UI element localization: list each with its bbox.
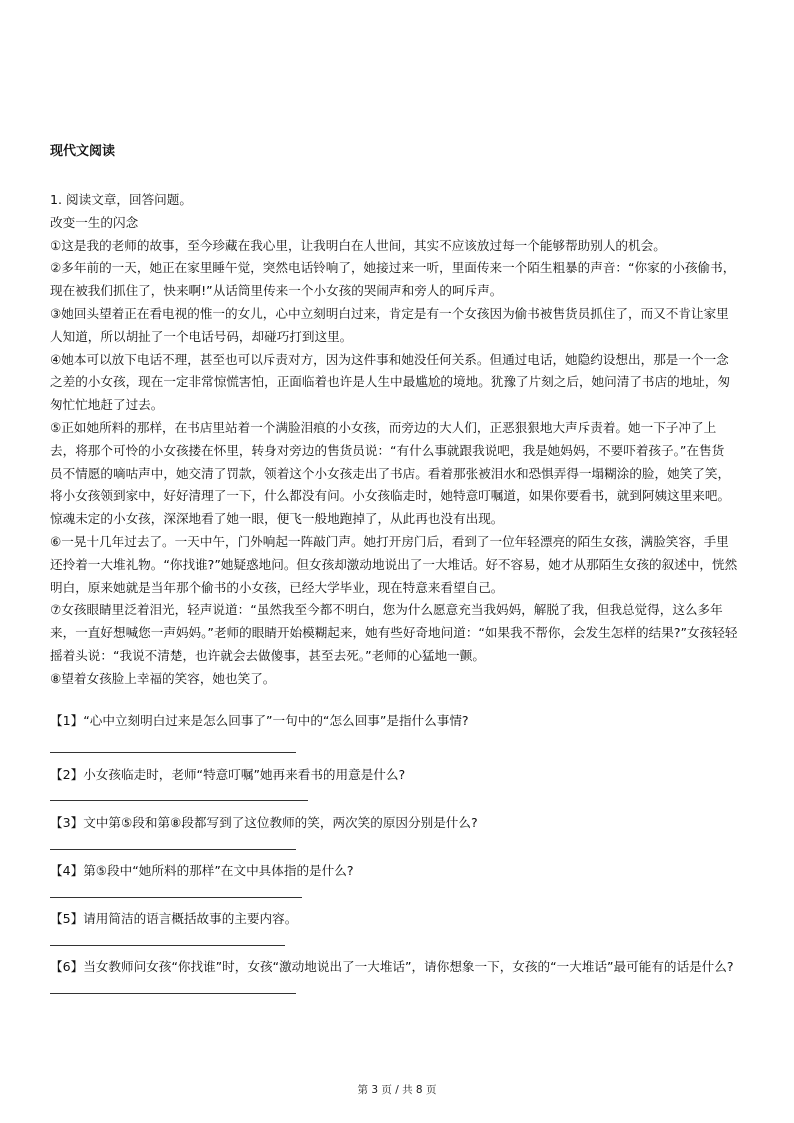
- question-5: 【5】请用简洁的语言概括故事的主要内容。: [50, 911, 298, 926]
- paragraph-line: 员不情愿的嘀咕声中，她交清了罚款，领着这个小女孩走出了书店。看着那张被泪水和恐惧弄得一塌糊涂的脸，她笑了笑，: [50, 465, 731, 481]
- question-2: 【2】小女孩临走时，老师“特意叮嘱”她再来看书的用意是什么?: [50, 767, 406, 782]
- paragraph-line: 来，一直好想喊您一声妈妈。”老师的眼睛开始模糊起来，她有些好奇地问道：“如果我不帮你，会发生怎样的结果?”女孩轻轻: [50, 625, 738, 641]
- paragraph-line: 现在被我们抓住了，快来啊!”从话筒里传来一个小女孩的哭闹声和旁人的呵斥声。: [50, 283, 503, 299]
- paragraph-line: ⑧望着女孩脸上幸福的笑容，她也笑了。: [50, 670, 276, 686]
- question-4: 【4】第⑤段中“她所料的那样”在文中具体指的是什么?: [50, 863, 354, 878]
- paragraph-line: 人知道，所以胡扯了一个电话号码，却碰巧打到这里。: [50, 328, 353, 344]
- paragraph-line: 匆忙忙地赶了过去。: [50, 397, 164, 413]
- question-1: 【1】“心中立刻明白过来是怎么回事了”一句中的“怎么回事”是指什么事情?: [50, 713, 469, 728]
- paragraph-line: 摇着头说：“我说不清楚，也许就会去做傻事，甚至去死。”老师的心猛地一颤。: [50, 647, 485, 663]
- paragraph-line: 去，将那个可怜的小女孩搂在怀里，转身对旁边的售货员说：“有什么事就跟我说吧，我是她妈妈，不要吓着孩子。”在售货: [50, 442, 725, 458]
- paragraph-line: ②多年前的一天，她正在家里睡午觉，突然电话铃响了，她接过来一听，里面传来一个陌生粗暴的声音：“你家的小孩偷书，: [50, 260, 736, 276]
- paragraph-line: ③她回头望着正在看电视的惟一的女儿，心中立刻明白过来，肯定是有一个女孩因为偷书被售货员抓住了，而又不肯让家里: [50, 305, 729, 321]
- answer-line-2[interactable]: [50, 800, 308, 801]
- paragraph-line: 之差的小女孩，现在一定非常惊慌害怕，正面临着也许是人生中最尴尬的境地。犹豫了片刻之后，她问清了书店的地址，匆: [50, 374, 731, 390]
- section-title: 现代文阅读: [50, 144, 116, 159]
- paragraph-line: 还拎着一大堆礼物。“你找谁?”她疑惑地问。但女孩却激动地说出了一大堆话。好不容易，她才从那陌生女孩的叙述中，恍然: [50, 556, 738, 572]
- passage-title: 改变一生的闪念: [50, 214, 139, 230]
- paragraph-line: ④她本可以放下电话不理，甚至也可以斥责对方，因为这件事和她没任何关系。但通过电话，她隐约设想出，那是一个一念: [50, 351, 729, 367]
- answer-line-3[interactable]: [50, 849, 296, 850]
- paragraph-line: 明白，原来她就是当年那个偷书的小女孩，已经大学毕业，现在特意来看望自己。: [50, 579, 504, 595]
- question-3: 【3】文中第⑤段和第⑧段都写到了这位教师的笑，两次笑的原因分别是什么?: [50, 815, 478, 830]
- paragraph-line: ⑥一晃十几年过去了。一天中午，门外响起一阵敲门声。她打开房门后，看到了一位年轻漂亮的陌生女孩，满脸笑容，手里: [50, 533, 729, 549]
- paragraph-line: ⑦女孩眼睛里泛着泪光，轻声说道：“虽然我至今都不明白，您为什么愿意充当我妈妈，解脱了我，但我总觉得，这么多年: [50, 602, 723, 618]
- answer-line-5[interactable]: [50, 945, 285, 946]
- instruction-line: 1. 阅读文章，回答问题。: [50, 192, 192, 207]
- reading-passage: [50, 189, 750, 691]
- paragraph-line: ⑤正如她所料的那样，在书店里站着一个满脸泪痕的小女孩，而旁边的大人们，正恶狠狠地大声斥责着。她一下子冲了上: [50, 419, 717, 435]
- answer-line-4[interactable]: [50, 897, 302, 898]
- page-footer: 第 3 页 / 共 8 页: [357, 1084, 437, 1096]
- answer-line-1[interactable]: [50, 752, 296, 753]
- paragraph-line: 将小女孩领到家中，好好清理了一下，什么都没有问。小女孩临走时，她特意叮嘱道，如果你要看书，就到阿姨这里来吧。: [50, 488, 731, 504]
- paragraph-line: ①这是我的老师的故事，至今珍藏在我心里，让我明白在人世间，其实不应该放过每一个能够帮助别人的机会。: [50, 237, 666, 253]
- paragraph-line: 惊魂未定的小女孩，深深地看了她一眼，便飞一般地跑掉了，从此再也没有出现。: [50, 511, 504, 527]
- answer-line-6[interactable]: [50, 993, 296, 994]
- question-6: 【6】当女教师问女孩“你找谁”时，女孩“激动地说出了一大堆话”，请你想象一下，女孩的“一大堆话”最可能有的话是什么?: [50, 959, 734, 974]
